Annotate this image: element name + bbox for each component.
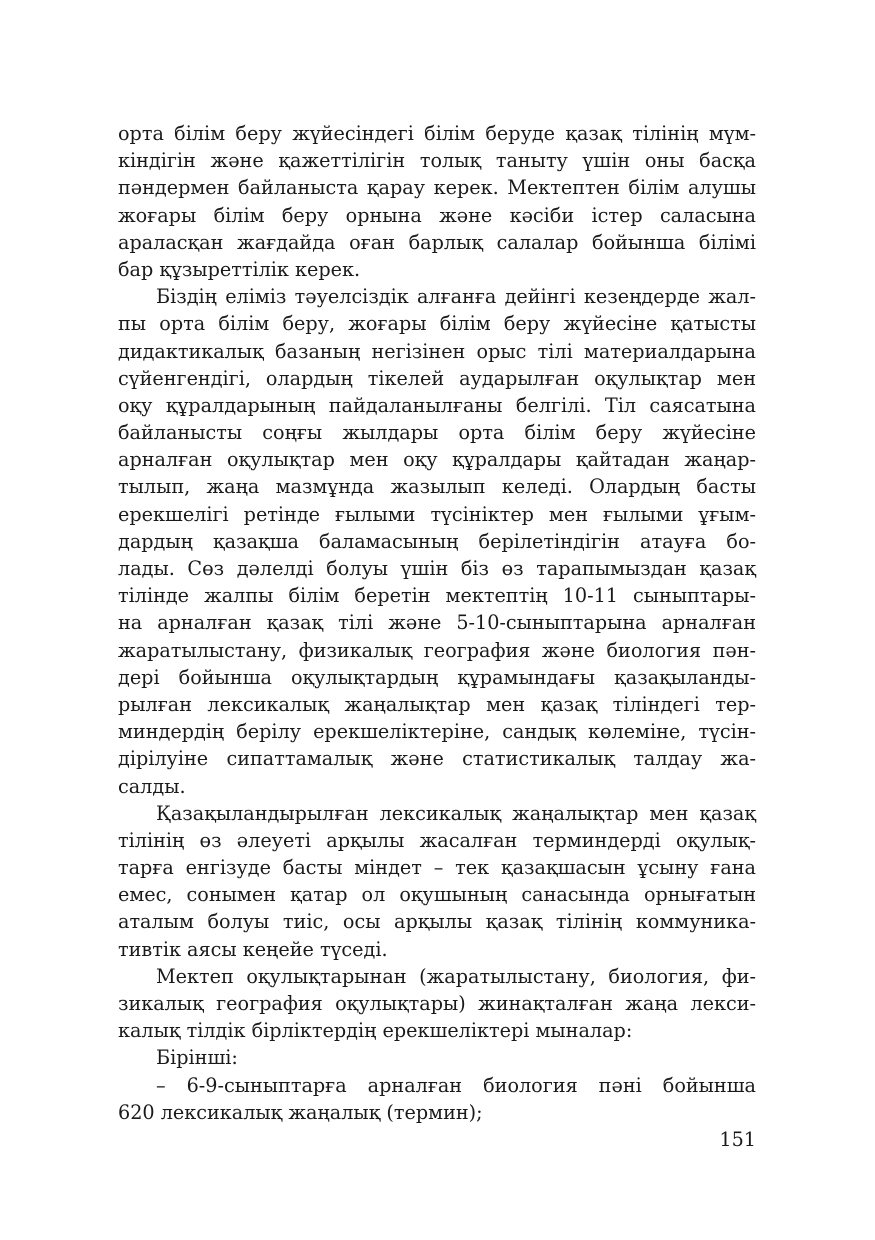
text-line: арналған оқулықтар мен оқу құралдары қайтадан жаңар- bbox=[118, 448, 756, 472]
text-line: Мектеп оқулықтарынан (жаратылыстану, биология, фи- bbox=[156, 964, 756, 988]
text-line: зикалық география оқулықтары) жинақталған жаңа лекси- bbox=[118, 992, 756, 1015]
text-line: тілінде жалпы білім беретін мектептің 10-11 сыныптары- bbox=[118, 584, 756, 608]
text-line: 620 лексикалық жаңалық (термин); bbox=[118, 1100, 483, 1124]
text-line: байланысты соңғы жылдары орта білім беру жүйесіне bbox=[118, 421, 756, 445]
text-line: пәндермен байланыста қарау керек. Мектептен білім алушы bbox=[118, 176, 756, 200]
page-number: 151 bbox=[719, 1128, 756, 1151]
body-text bbox=[118, 120, 756, 1126]
text-line: – 6-9-сыныптарға арналған биология пәні бойынша bbox=[156, 1073, 756, 1097]
text-line: Бірінші: bbox=[156, 1046, 238, 1070]
text-line: тивтік аясы кеңейе түседі. bbox=[118, 937, 388, 961]
text-line: емес, сонымен қатар ол оқушының санасында орнығатын bbox=[118, 883, 756, 907]
text-line: калық тілдік бірліктердің ерекшеліктері мыналар: bbox=[118, 1019, 633, 1043]
text-line: жоғары білім беру орнына және кәсіби істер саласына bbox=[118, 203, 756, 227]
text-line: оқу құралдарының пайдаланылғаны белгілі. Тіл саясатына bbox=[118, 393, 756, 417]
text-line: салды. bbox=[118, 774, 186, 798]
text-line: Біздің еліміз тәуелсіздік алғанға дейінгі кезеңдерде жал- bbox=[156, 285, 756, 309]
text-line: тылып, жаңа мазмұнда жазылып келеді. Олардың басты bbox=[118, 475, 756, 499]
text-line: Қазақыландырылған лексикалық жаңалықтар мен қазақ bbox=[156, 801, 756, 825]
text-line: ерекшелігі ретінде ғылыми түсініктер мен ғылыми ұғым- bbox=[118, 502, 756, 526]
text-line: аталым болуы тиіс, осы арқылы қазақ тілінің коммуника- bbox=[118, 910, 756, 934]
text-line: орта білім беру жүйесіндегі білім беруде қазақ тілінің мүм- bbox=[118, 122, 756, 145]
text-line: на арналған қазақ тілі және 5-10-сыныптарына арналған bbox=[118, 611, 756, 635]
text-line: рылған лексикалық жаңалықтар мен қазақ тіліндегі тер- bbox=[118, 692, 756, 716]
text-line: миндердің берілу ерекшеліктеріне, сандық көлеміне, түсін- bbox=[118, 720, 756, 744]
text-line: дері бойынша оқулықтардың құрамындағы қазақыланды- bbox=[118, 665, 756, 689]
text-line: тарға енгізуде басты міндет – тек қазақшасын ұсыну ғана bbox=[118, 856, 756, 880]
text-line: бар құзыреттілік керек. bbox=[118, 257, 361, 281]
text-line: дардың қазақша баламасының берілетіндігін атауға бо- bbox=[118, 529, 756, 553]
text-line: жаратылыстану, физикалық география және биология пән- bbox=[118, 638, 756, 662]
text-line: пы орта білім беру, жоғары білім беру жүйесіне қатысты bbox=[118, 312, 756, 336]
text-line: дидактикалық базаның негізінен орыс тілі материалдарына bbox=[118, 339, 756, 363]
text-line: араласқан жағдайда оған барлық салалар бойынша білімі bbox=[118, 230, 756, 254]
text-line: сүйенгендігі, олардың тікелей аударылған оқулықтар мен bbox=[118, 366, 756, 390]
text-line: лады. Сөз дәлелді болуы үшін біз өз тарапымыздан қазақ bbox=[118, 557, 756, 580]
text-line: тілінің өз әлеуеті арқылы жасалған терминдерді оқулық- bbox=[118, 828, 756, 852]
text-line: дірілуіне сипаттамалық және статистикалық талдау жа- bbox=[118, 747, 756, 771]
text-line: кіндігін және қажеттілігін толық таныту үшін оны басқа bbox=[118, 149, 756, 173]
